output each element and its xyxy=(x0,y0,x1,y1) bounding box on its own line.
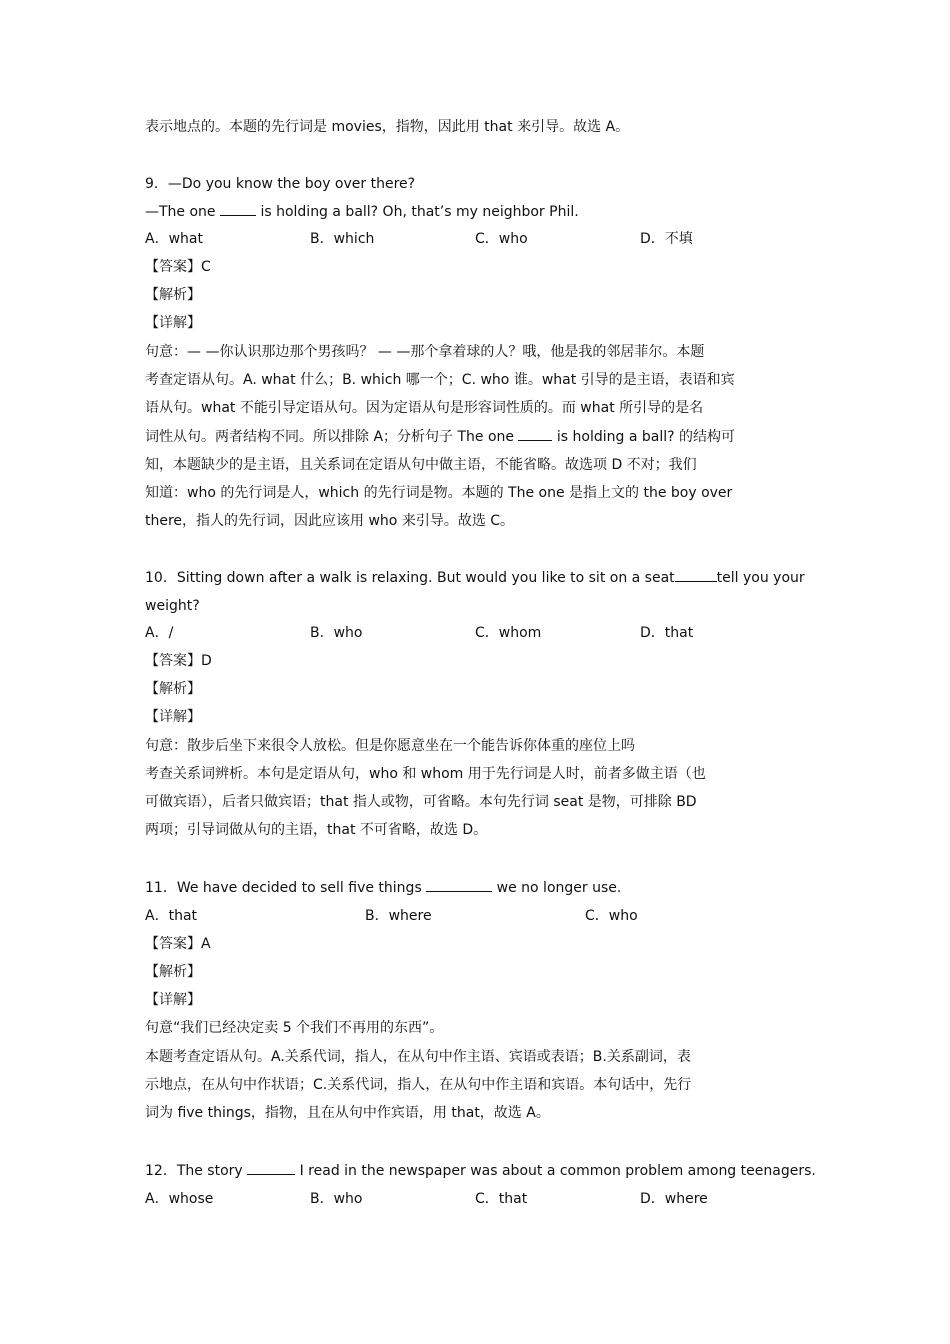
q12-option-d: D．where xyxy=(640,1191,708,1207)
q9-option-c: C．who xyxy=(475,231,528,247)
q9-option-d: D．不填 xyxy=(640,231,693,247)
q12-stem-b: I read in the newspaper was about a common problem among teenagers. xyxy=(295,1163,816,1179)
q9-stem-a: —The one xyxy=(145,204,220,220)
q10-stem-line2: weight? xyxy=(145,598,200,614)
q10-stem-b: tell you your xyxy=(716,570,805,586)
q9-explanation-2: 考查定语从句。A. what 什么；B. which 哪一个；C. who 谁。what 引导的是主语，表语和宾 xyxy=(145,372,735,388)
q9-explanation-4a: 词性从句。两者结构不同。所以排除 A；分析句子 The one xyxy=(145,429,519,445)
q12-option-c: C．that xyxy=(475,1191,528,1207)
q12-stem-a: 12．The story xyxy=(145,1163,248,1179)
q11-explanation-3: 示地点，在从句中作状语；C.关系代词，指人，在从句中作主语和宾语。本句话中，先行 xyxy=(145,1077,692,1093)
q11-stem-b: we no longer use. xyxy=(492,880,622,896)
q11-option-c: C．who xyxy=(585,908,638,924)
q11-option-a: A．that xyxy=(145,908,198,924)
q9-stem-line1: 9．—Do you know the boy over there? xyxy=(145,176,416,192)
q10-stem-line1 xyxy=(145,568,815,588)
q10-explanation-1: 句意：散步后坐下来很令人放松。但是你愿意坐在一个能告诉你体重的座位上吗 xyxy=(145,738,635,754)
q11-stem-a: 11．We have decided to sell five things xyxy=(145,880,427,896)
q10-option-c: C．whom xyxy=(475,625,542,641)
q10-option-a: A．/ xyxy=(145,625,174,641)
q10-explanation-3: 可做宾语），后者只做宾语；that 指人或物，可省略。本句先行词 seat 是物，可排除 BD xyxy=(145,794,697,810)
q9-explanation-4b: is holding a ball? 的结构可 xyxy=(552,429,736,445)
q9-stem-b: is holding a ball? Oh, that’s my neighbor Phil. xyxy=(256,204,579,220)
q10-detail-label: 【详解】 xyxy=(145,709,201,725)
q11-detail-label: 【详解】 xyxy=(145,992,201,1008)
q11-explanation-2: 本题考查定语从句。A.关系代词，指人，在从句中作主语、宾语或表语；B.关系副词，表 xyxy=(145,1049,691,1065)
q10-answer: 【答案】D xyxy=(145,653,212,669)
q11-explanation-4: 词为 five things，指物，且在从句中作宾语，用 that，故选 A。 xyxy=(145,1105,550,1121)
q11-explanation-1: 句意“我们已经决定卖 5 个我们不再用的东西”。 xyxy=(145,1020,444,1036)
q11-analysis-label: 【解析】 xyxy=(145,964,201,980)
q9-explanation-1: 句意：— —你认识那边那个男孩吗？ — —那个拿着球的人？哦，他是我的邻居菲尔。本题 xyxy=(145,344,705,360)
answer-blank xyxy=(247,1162,295,1175)
answer-blank xyxy=(426,879,492,892)
q10-stem-a: 10．Sitting down after a walk is relaxing. But would you like to sit on a seat xyxy=(145,570,675,586)
q9-explanation-4 xyxy=(145,427,815,447)
q12-stem xyxy=(145,1161,815,1181)
q9-answer: 【答案】C xyxy=(145,259,211,275)
q12-option-a: A．whose xyxy=(145,1191,214,1207)
answer-blank xyxy=(220,203,256,216)
q10-explanation-4: 两项；引导词做从句的主语，that 不可省略，故选 D。 xyxy=(145,822,488,838)
q9-detail-label: 【详解】 xyxy=(145,315,201,331)
q9-explanation-6: 知道：who 的先行词是人，which 的先行词是物。本题的 The one 是指上文的 the boy over xyxy=(145,485,733,501)
q9-analysis-label: 【解析】 xyxy=(145,287,201,303)
q10-option-d: D．that xyxy=(640,625,694,641)
answer-blank xyxy=(675,569,717,582)
q11-answer: 【答案】A xyxy=(145,936,211,952)
q9-explanation-3: 语从句。what 不能引导定语从句。因为定语从句是形容词性质的。而 what 所引导的是名 xyxy=(145,400,704,416)
q10-explanation-2: 考查关系词辨析。本句是定语从句，who 和 whom 用于先行词是人时，前者多做主语（也 xyxy=(145,766,706,782)
intro-line: 表示地点的。本题的先行词是 movies，指物，因此用 that 来引导。故选 A。 xyxy=(145,119,630,135)
q11-option-b: B．where xyxy=(365,908,432,924)
q9-option-b: B．which xyxy=(310,231,375,247)
q9-option-a: A．what xyxy=(145,231,203,247)
q11-stem xyxy=(145,878,815,898)
q10-option-b: B．who xyxy=(310,625,363,641)
q10-analysis-label: 【解析】 xyxy=(145,681,201,697)
q9-stem-line2 xyxy=(145,202,815,222)
answer-blank xyxy=(518,428,552,441)
q9-explanation-5: 知，本题缺少的是主语，且关系词在定语从句中做主语，不能省略。故选项 D 不对；我们 xyxy=(145,457,697,473)
q9-explanation-7: there，指人的先行词，因此应该用 who 来引导。故选 C。 xyxy=(145,513,515,529)
q12-option-b: B．who xyxy=(310,1191,363,1207)
